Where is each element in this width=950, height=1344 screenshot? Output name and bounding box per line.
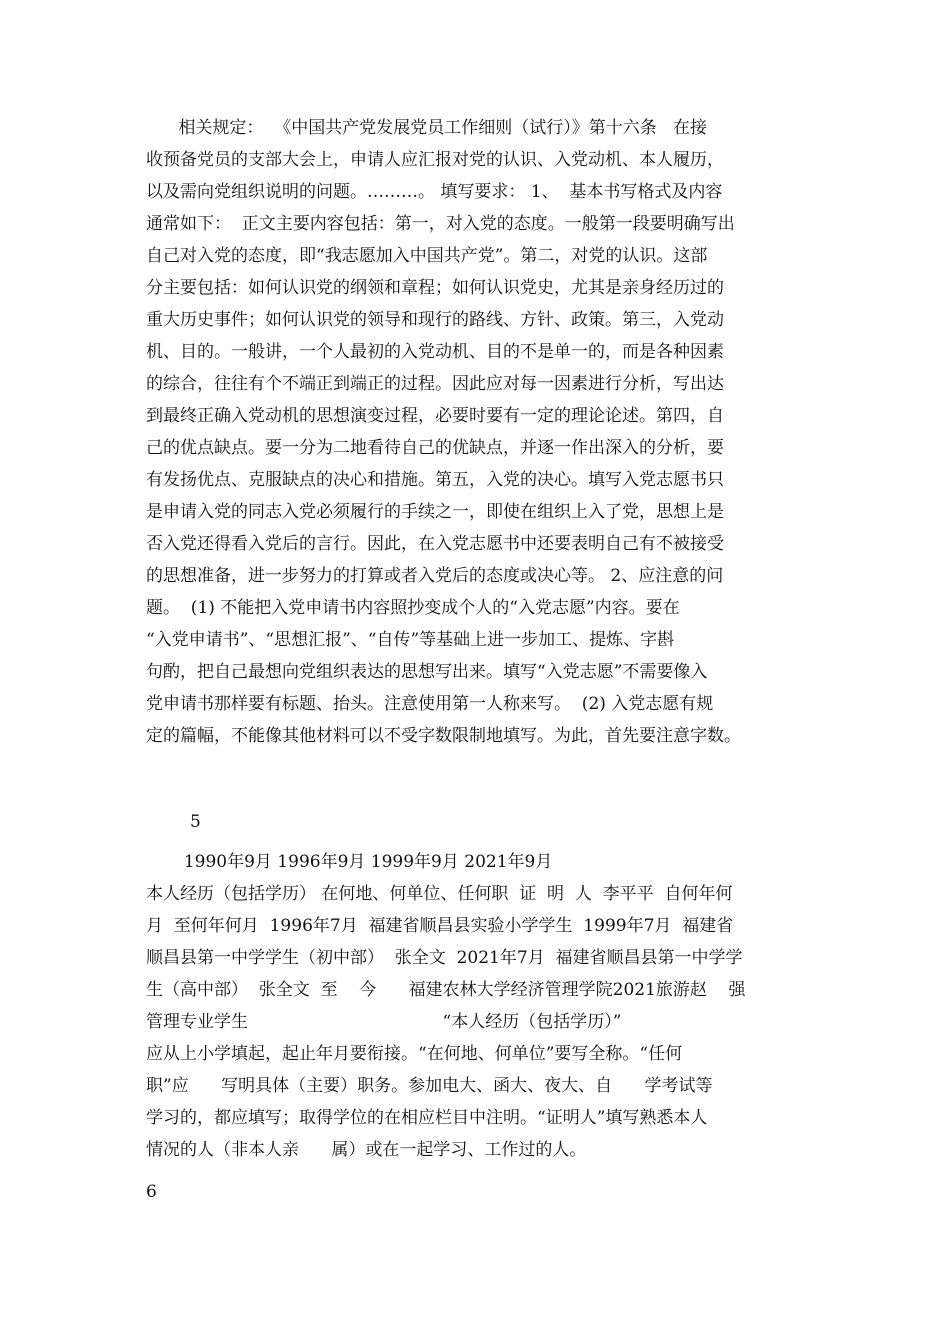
text-line: 学习的，都应填写；取得学位的在相应栏目中注明。“证明人”填写熟悉本人 (146, 1108, 708, 1128)
text-line: “入党申请书”、“思想汇报”、“自传”等基础上进一步加工、提炼、字斟 (146, 630, 675, 650)
text-line: 题。 (1) 不能把入党申请书内容照抄变成个人的“入党志愿”内容。要在 (146, 598, 680, 618)
text-line: 本人经历（包括学历） 在何地、何单位、任何职 证 明 人 李平平 自何年何 (146, 884, 733, 904)
text-line: 句酌，把自己最想向党组织表达的思想写出来。填写“入党志愿”不需要像入 (146, 662, 708, 682)
text-line: 应从上小学填起，起止年月要衔接。“在何地、何单位”要写全称。“任何 (146, 1044, 683, 1064)
text-line: 月 至何年何月 1996年7月 福建省顺昌县实验小学学生 1999年7月 福建省 (146, 916, 734, 936)
text-line: 生（高中部） 张全文 至 今 福建农林大学经济管理学院2021旅游赵 强 (146, 980, 746, 1000)
text-line: 党申请书那样要有标题、抬头。注意使用第一人称来写。 (2) 入党志愿有规 (146, 694, 714, 714)
text-line: 顺昌县第一中学学生（初中部） 张全文 2021年7月 福建省顺昌县第一中学学 (146, 948, 743, 968)
text-line: 收预备党员的支部大会上，申请人应汇报对党的认识、入党动机、本人履历， (146, 150, 724, 170)
text-line: 1990年9月 1996年9月 1999年9月 2021年9月 (146, 852, 553, 872)
text-line: 否入党还得看入党后的言行。因此，在入党志愿书中还要表明自己有不被接受 (146, 534, 724, 554)
text-line: 管理专业学生 “本人经历（包括学历）” (146, 1012, 622, 1032)
text-line: 分主要包括：如何认识党的纲领和章程；如何认识党史，尤其是亲身经历过的 (146, 278, 724, 298)
text-line: 到最终正确入党动机的思想演变过程，必要时要有一定的理论论述。第四，自 (146, 406, 724, 426)
text-line: 有发扬优点、克服缺点的决心和措施。第五，入党的决心。填写入党志愿书只 (146, 470, 724, 490)
text-line: 的思想准备，进一步努力的打算或者入党后的态度或决心等。 2、应注意的问 (146, 566, 724, 586)
text-line: 是申请入党的同志入党必须履行的手续之一，即使在组织上入了党，思想上是 (146, 502, 724, 522)
page-number: 5 (190, 812, 201, 832)
text-line: 自己对入党的态度，即“我志愿加入中国共产党”。第二，对党的认识。这部 (146, 246, 708, 266)
text-line: 以及需向党组织说明的问题。………。 填写要求： 1、 基本书写格式及内容 (146, 182, 723, 202)
text-line: 职”应 写明具体（主要）职务。参加电大、函大、夜大、自 学考试等 (146, 1076, 713, 1096)
text-line: 的综合，往往有个不端正到端正的过程。因此应对每一因素进行分析，写出达 (146, 374, 724, 394)
text-line: 通常如下： 正文主要内容包括：第一，对入党的态度。一般第一段要明确写出 (146, 214, 735, 234)
page-number: 6 (146, 1182, 157, 1202)
text-line: 相关规定： 《中国共产党发展党员工作细则（试行）》第十六条 在接 (146, 118, 707, 138)
text-line: 机、目的。一般讲，一个人最初的入党动机、目的不是单一的，而是各种因素 (146, 342, 724, 362)
text-line: 定的篇幅，不能像其他材料可以不受字数限制地填写。为此，首先要注意字数。 (146, 726, 741, 746)
text-line: 重大历史事件；如何认识党的领导和现行的路线、方针、政策。第三，入党动 (146, 310, 724, 330)
text-line: 己的优点缺点。要一分为二地看待自己的优缺点，并逐一作出深入的分析，要 (146, 438, 724, 458)
text-line: 情况的人（非本人亲 属）或在一起学习、工作过的人。 (146, 1140, 587, 1160)
